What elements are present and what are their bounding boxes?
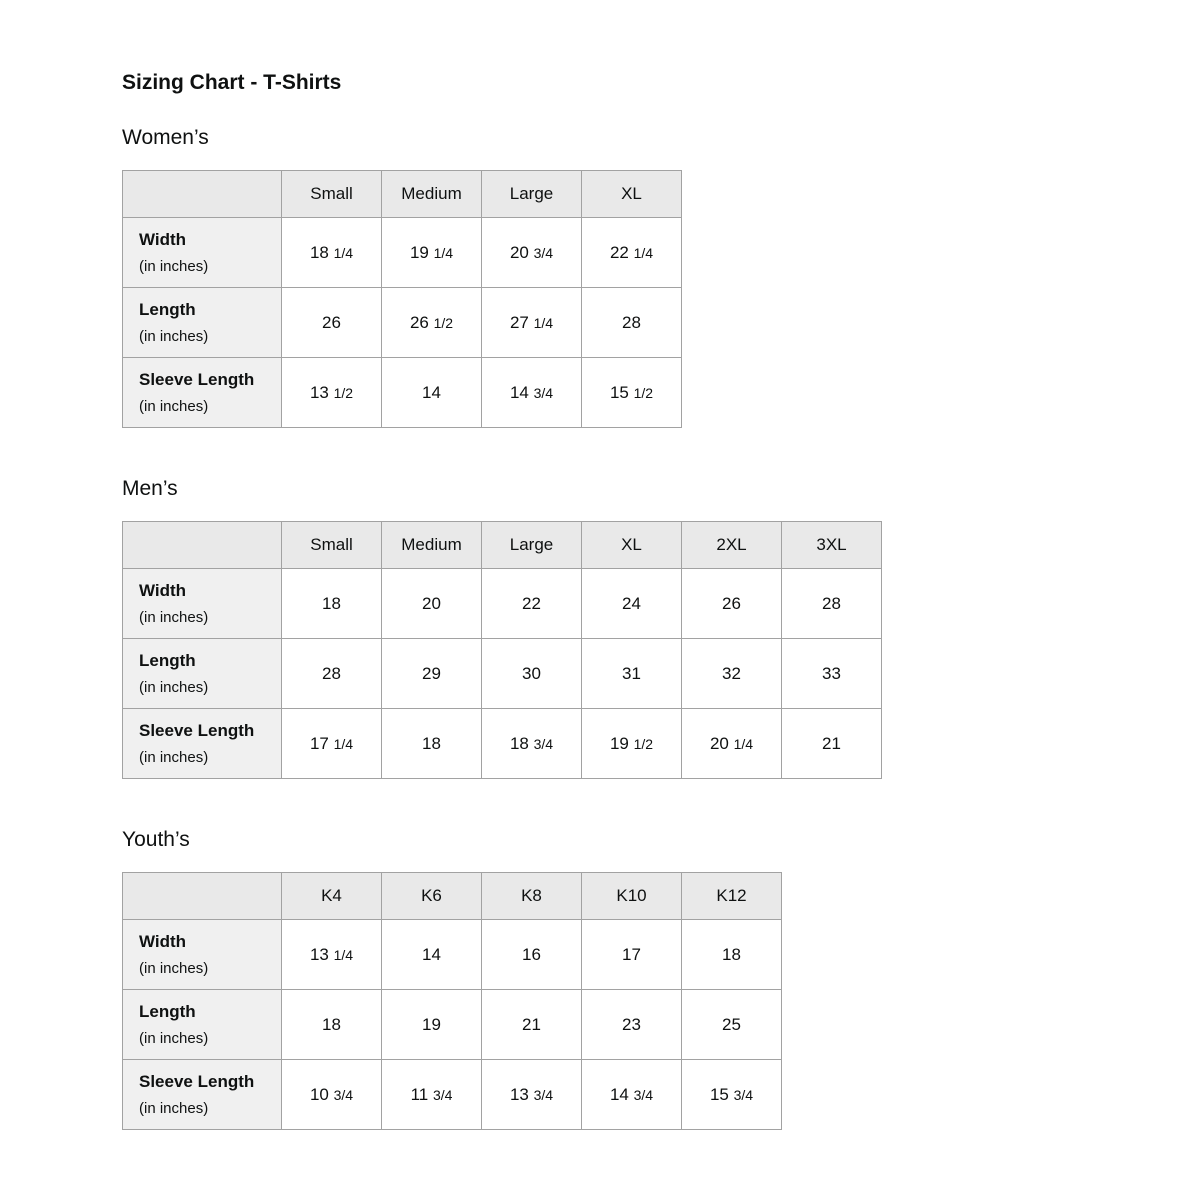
table-row [123, 920, 782, 990]
size-value-cell: 28 [282, 639, 382, 709]
fraction: 1/4 [633, 244, 654, 261]
fraction: 1/2 [633, 384, 654, 401]
fraction: 1/4 [333, 946, 354, 963]
row-label-title: Length [139, 299, 196, 319]
column-header-k6: K6 [382, 873, 482, 920]
header-row [123, 171, 682, 218]
size-value-cell: 28 [582, 288, 682, 358]
size-value-cell: 22 [482, 569, 582, 639]
size-table [122, 872, 782, 1130]
table-row [123, 639, 882, 709]
row-label [123, 288, 282, 358]
row-label-unit: (in inches) [139, 327, 209, 345]
size-value-cell: 15 1/2 [582, 358, 682, 428]
column-header-k12: K12 [682, 873, 782, 920]
row-label-title: Sleeve Length [139, 1071, 255, 1091]
size-value-cell: 29 [382, 639, 482, 709]
column-header-k8: K8 [482, 873, 582, 920]
size-value-cell: 21 [782, 709, 882, 779]
column-header-3xl: 3XL [782, 522, 882, 569]
row-label [123, 569, 282, 639]
size-value-cell: 22 1/4 [582, 218, 682, 288]
row-label [123, 639, 282, 709]
row-label [123, 358, 282, 428]
row-label-title: Width [139, 229, 187, 249]
size-value-cell: 28 [782, 569, 882, 639]
table-row [123, 218, 682, 288]
size-value-cell: 10 3/4 [282, 1060, 382, 1130]
row-label-title: Sleeve Length [139, 369, 255, 389]
size-value-cell: 23 [582, 990, 682, 1060]
corner-cell [123, 873, 282, 920]
header-row [123, 873, 782, 920]
sizing-section-youths [122, 827, 1200, 1130]
column-header-xl: XL [582, 522, 682, 569]
row-label-unit: (in inches) [139, 959, 209, 977]
row-label-title: Length [139, 1001, 196, 1021]
column-header-k10: K10 [582, 873, 682, 920]
fraction: 1/4 [733, 735, 754, 752]
column-header-2xl: 2XL [682, 522, 782, 569]
fraction: 1/4 [333, 244, 354, 261]
fraction: 1/2 [433, 314, 454, 331]
column-header-large: Large [482, 522, 582, 569]
fraction: 3/4 [733, 1086, 754, 1103]
size-value-cell: 26 [282, 288, 382, 358]
size-value-cell: 32 [682, 639, 782, 709]
row-label [123, 218, 282, 288]
fraction: 3/4 [432, 1086, 453, 1103]
size-value-cell: 25 [682, 990, 782, 1060]
fraction: 3/4 [533, 244, 554, 261]
table-row [123, 358, 682, 428]
column-header-small: Small [282, 171, 382, 218]
size-value-cell: 13 1/2 [282, 358, 382, 428]
table-row [123, 569, 882, 639]
row-label-unit: (in inches) [139, 1099, 209, 1117]
fraction: 3/4 [633, 1086, 654, 1103]
size-value-cell: 33 [782, 639, 882, 709]
column-header-large: Large [482, 171, 582, 218]
size-value-cell: 14 [382, 358, 482, 428]
row-label-title: Width [139, 580, 187, 600]
column-header-xl: XL [582, 171, 682, 218]
row-label-title: Sleeve Length [139, 720, 255, 740]
fraction: 3/4 [533, 384, 554, 401]
row-label-unit: (in inches) [139, 397, 209, 415]
size-value-cell: 15 3/4 [682, 1060, 782, 1130]
section-heading: Men’s [122, 477, 178, 500]
size-value-cell: 19 1/4 [382, 218, 482, 288]
size-value-cell: 18 [282, 990, 382, 1060]
size-value-cell: 20 [382, 569, 482, 639]
size-value-cell: 14 [382, 920, 482, 990]
size-value-cell: 26 1/2 [382, 288, 482, 358]
row-label [123, 990, 282, 1060]
column-header-medium: Medium [382, 522, 482, 569]
size-value-cell: 17 [582, 920, 682, 990]
size-value-cell: 18 1/4 [282, 218, 382, 288]
row-label [123, 1060, 282, 1130]
row-label-title: Width [139, 931, 187, 951]
size-value-cell: 24 [582, 569, 682, 639]
fraction: 3/4 [333, 1086, 354, 1103]
size-value-cell: 18 3/4 [482, 709, 582, 779]
row-label-title: Length [139, 650, 196, 670]
corner-cell [123, 522, 282, 569]
corner-cell [123, 171, 282, 218]
size-value-cell: 11 3/4 [382, 1060, 482, 1130]
size-value-cell: 21 [482, 990, 582, 1060]
size-value-cell: 26 [682, 569, 782, 639]
size-value-cell: 17 1/4 [282, 709, 382, 779]
size-value-cell: 20 3/4 [482, 218, 582, 288]
section-heading: Women’s [122, 126, 209, 149]
fraction: 3/4 [533, 735, 554, 752]
size-value-cell: 19 [382, 990, 482, 1060]
table-row [123, 288, 682, 358]
fraction: 1/4 [433, 244, 454, 261]
row-label-unit: (in inches) [139, 1029, 209, 1047]
size-value-cell: 13 1/4 [282, 920, 382, 990]
sizing-sections [122, 125, 1200, 1130]
fraction: 1/2 [633, 735, 654, 752]
size-table [122, 521, 882, 779]
size-value-cell: 19 1/2 [582, 709, 682, 779]
fraction: 1/4 [333, 735, 354, 752]
column-header-small: Small [282, 522, 382, 569]
size-value-cell: 14 3/4 [482, 358, 582, 428]
size-value-cell: 31 [582, 639, 682, 709]
size-value-cell: 18 [682, 920, 782, 990]
row-label-unit: (in inches) [139, 748, 209, 766]
size-value-cell: 30 [482, 639, 582, 709]
fraction: 3/4 [533, 1086, 554, 1103]
size-value-cell: 20 1/4 [682, 709, 782, 779]
size-table [122, 170, 682, 428]
sizing-section-mens [122, 476, 1200, 779]
column-header-k4: K4 [282, 873, 382, 920]
header-row [123, 522, 882, 569]
sizing-section-womens [122, 125, 1200, 428]
size-value-cell: 18 [382, 709, 482, 779]
size-value-cell: 18 [282, 569, 382, 639]
page-title: Sizing Chart - T-Shirts [122, 71, 342, 94]
row-label-unit: (in inches) [139, 678, 209, 696]
row-label [123, 920, 282, 990]
row-label-unit: (in inches) [139, 257, 209, 275]
fraction: 1/4 [533, 314, 554, 331]
row-label-unit: (in inches) [139, 608, 209, 626]
fraction: 1/2 [333, 384, 354, 401]
size-value-cell: 27 1/4 [482, 288, 582, 358]
column-header-medium: Medium [382, 171, 482, 218]
size-value-cell: 13 3/4 [482, 1060, 582, 1130]
table-row [123, 1060, 782, 1130]
row-label [123, 709, 282, 779]
table-row [123, 990, 782, 1060]
size-value-cell: 16 [482, 920, 582, 990]
section-heading: Youth’s [122, 828, 190, 851]
table-row [123, 709, 882, 779]
size-value-cell: 14 3/4 [582, 1060, 682, 1130]
